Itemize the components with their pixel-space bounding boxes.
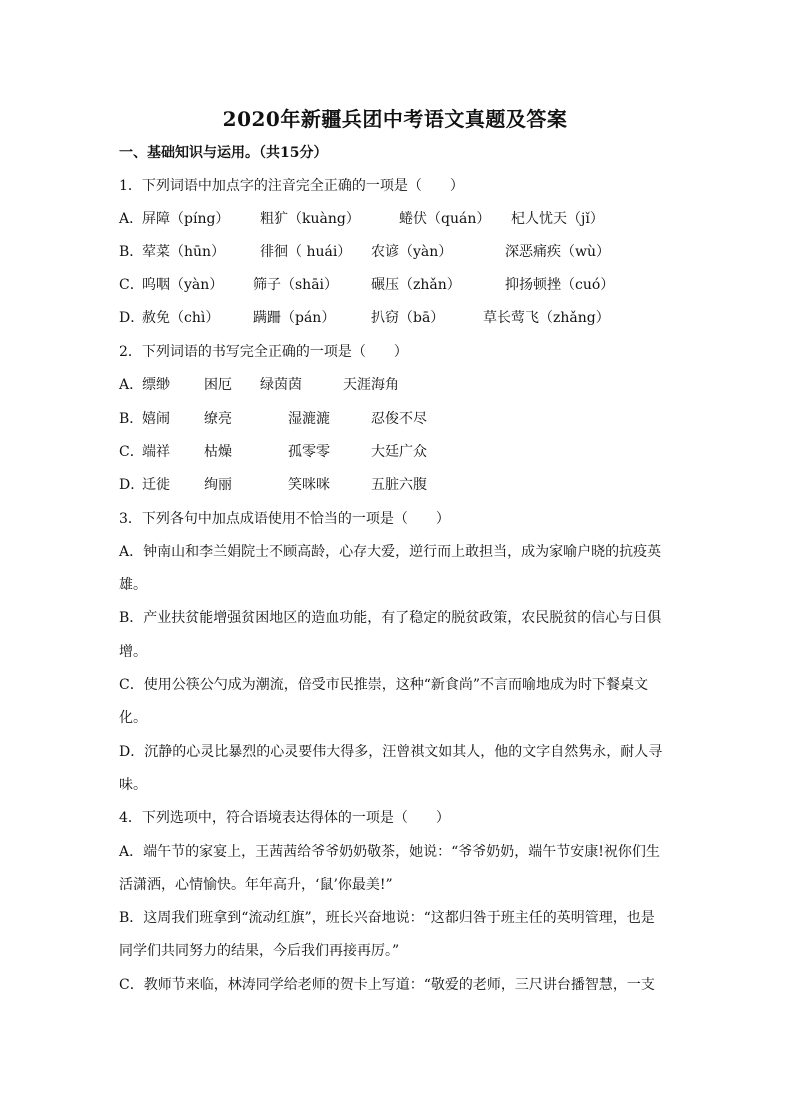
q1-option-c-item: 抑扬顿挫（cuó） bbox=[505, 277, 615, 293]
q1-option-c-item: 碾压（zhǎn） bbox=[371, 277, 461, 293]
q2-option-b-item: 湿漉漉 bbox=[288, 411, 330, 427]
q4-text-line: 同学们共同努力的结果，今后我们再接再厉。” bbox=[119, 943, 400, 959]
q3-text-line: 味。 bbox=[119, 777, 147, 793]
q2-option-b-item: 嬉闹 bbox=[142, 411, 170, 427]
question-2-stem: 2．下列词语的书写完全正确的一项是（ ） bbox=[119, 344, 408, 360]
q2-option-b-item: 缭亮 bbox=[204, 411, 232, 427]
q2-option-b-item: 忍俊不尽 bbox=[371, 411, 427, 427]
q2-option-a-item: 天涯海角 bbox=[343, 377, 399, 393]
q2-option-d-label: D． bbox=[119, 477, 145, 493]
q1-option-d-item: 蹒跚（pán） bbox=[253, 310, 336, 326]
q3-text-line: B．产业扶贫能增强贫困地区的造血功能，有了稳定的脱贫政策，农民脱贫的信心与日俱 bbox=[119, 610, 662, 626]
q1-option-b-label: B． bbox=[119, 244, 144, 260]
question-1-stem: 1．下列词语中加点字的注音完全正确的一项是（ ） bbox=[119, 178, 464, 194]
q2-option-c-item: 端祥 bbox=[142, 444, 170, 460]
q2-option-a-item: 绿茵茵 bbox=[260, 377, 302, 393]
q3-text-line: 雄。 bbox=[119, 577, 147, 593]
q3-text-line: D．沉静的心灵比暴烈的心灵要伟大得多，汪曾祺文如其人，他的文字自然隽永，耐人寻 bbox=[119, 744, 663, 760]
q1-option-c-label: C． bbox=[119, 277, 144, 293]
question-4-stem: 4．下列选项中，符合语境表达得体的一项是（ ） bbox=[119, 810, 450, 826]
q2-option-a-item: 困厄 bbox=[204, 377, 232, 393]
q1-option-d-item: 赦免（chì） bbox=[142, 310, 220, 326]
q3-text-line: 增。 bbox=[119, 644, 147, 660]
q1-option-b-item: 徘徊（ huái） bbox=[260, 244, 352, 260]
q2-option-c-label: C． bbox=[119, 444, 144, 460]
q1-option-b-item: 深恶痛疾（wù） bbox=[505, 244, 610, 260]
q2-option-d-item: 迁徙 bbox=[142, 477, 170, 493]
q3-text-line: C．使用公筷公勺成为潮流，倍受市民推崇，这种“新食尚”不言而喻地成为时下餐桌文 bbox=[119, 677, 649, 693]
q1-option-a-item: 屏障（píng） bbox=[142, 211, 230, 227]
q2-option-d-item: 笑咪咪 bbox=[288, 477, 330, 493]
q2-option-a-label: A． bbox=[119, 377, 144, 393]
q2-option-a-item: 缥缈 bbox=[142, 377, 170, 393]
q2-option-c-item: 大廷广众 bbox=[371, 444, 427, 460]
q2-option-c-item: 孤零零 bbox=[288, 444, 330, 460]
q2-option-d-item: 五脏六腹 bbox=[371, 477, 427, 493]
q1-option-d-label: D． bbox=[119, 310, 145, 326]
q1-option-d-item: 扒窃（bā） bbox=[371, 310, 445, 326]
q3-text-line: 化。 bbox=[119, 710, 147, 726]
q4-text-line: B．这周我们班拿到“流动红旗”，班长兴奋地说：“这都归咎于班主任的英明管理，也是 bbox=[119, 910, 655, 926]
q1-option-a-item: 蜷伏（quán） bbox=[399, 211, 491, 227]
q1-option-a-item: 杞人忧天（jǐ） bbox=[511, 211, 604, 227]
q1-option-a-item: 粗犷（kuàng） bbox=[260, 211, 360, 227]
question-3-stem: 3．下列各句中加点成语使用不恰当的一项是（ ） bbox=[119, 511, 450, 527]
q2-option-d-item: 绚丽 bbox=[204, 477, 232, 493]
page-title: 2020年新疆兵团中考语文真题及答案 bbox=[222, 107, 568, 131]
q1-option-d-item: 草长莺飞（zhǎng） bbox=[483, 310, 610, 326]
q2-option-b-label: B． bbox=[119, 411, 144, 427]
q4-text-line: A．端午节的家宴上，王茜茜给爷爷奶奶敬茶，她说：“爷爷奶奶，端午节安康!祝你们生 bbox=[119, 844, 660, 860]
q1-option-b-item: 荤菜（hūn） bbox=[142, 244, 226, 260]
q4-text-line: C．教师节来临，林涛同学给老师的贺卡上写道：“敬爱的老师，三尺讲台播智慧，一支 bbox=[119, 977, 655, 993]
section-heading: 一、基础知识与运用。（共15分） bbox=[119, 145, 328, 161]
q1-option-c-item: 呜咽（yàn） bbox=[142, 277, 224, 293]
q1-option-b-item: 农谚（yàn） bbox=[371, 244, 453, 260]
q4-text-line: 活潇洒，心情愉快。年年高升，‘鼠’你最美!” bbox=[119, 877, 393, 893]
q1-option-a-label: A． bbox=[119, 211, 144, 227]
q3-text-line: A．钟南山和李兰娟院士不顾高龄，心存大爱，逆行而上敢担当，成为家喻户晓的抗疫英 bbox=[119, 544, 662, 560]
q1-option-c-item: 筛子（shāi） bbox=[253, 277, 339, 293]
q2-option-c-item: 枯燥 bbox=[204, 444, 232, 460]
